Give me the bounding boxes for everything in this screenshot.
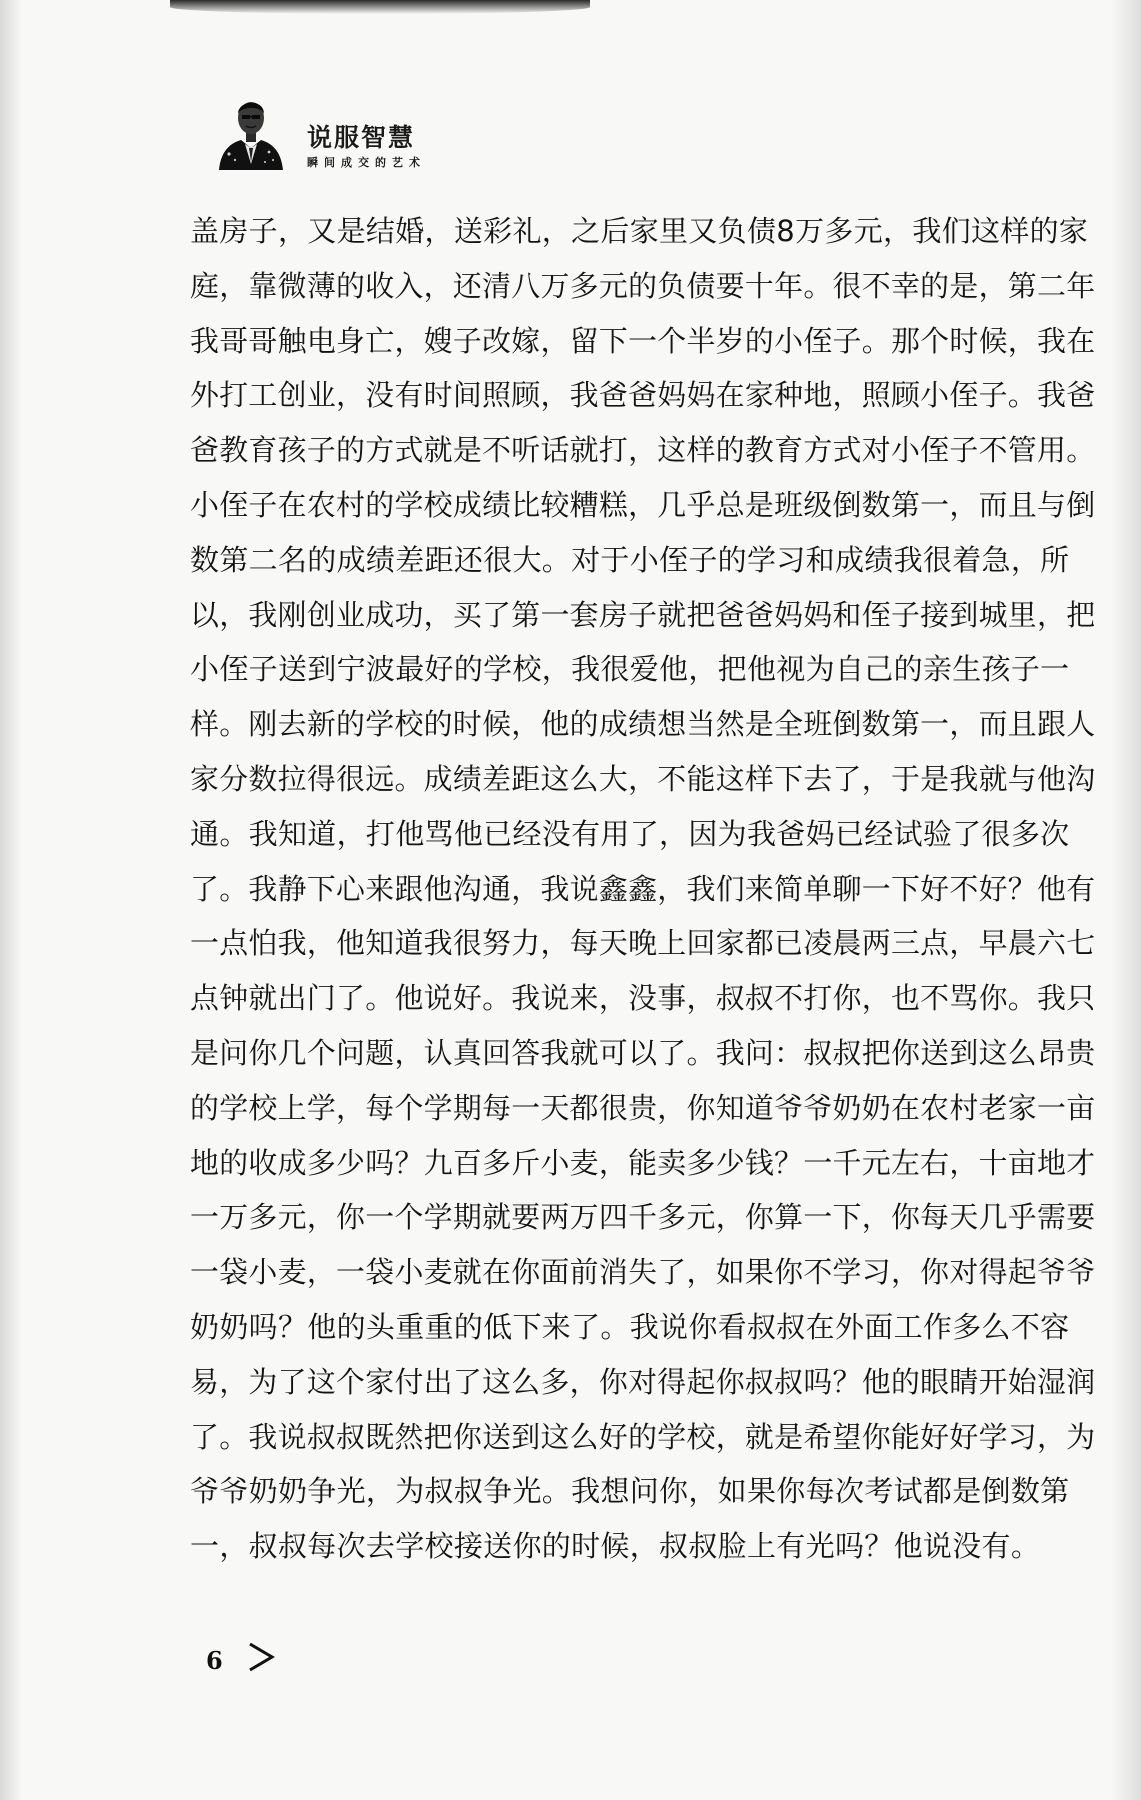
text-line: 家分数拉得很远。成绩差距这么大，不能这样下去了，于是我就与他沟 (190, 761, 1096, 796)
text-line: 通。我知道，打他骂他已经没有用了，因为我爸妈已经试验了很多次 (190, 816, 1070, 851)
running-header (215, 88, 615, 178)
text-line: 小侄子在农村的学校成绩比较糟糕，几乎总是班级倒数第一，而且与倒 (190, 487, 1096, 522)
text-line: 一袋小麦，一袋小麦就在你面前消失了，如果你不学习，你对得起爷爷 (190, 1255, 1096, 1290)
text-line: 爷爷奶奶争光，为叔叔争光。我想问你，如果你每次考试都是倒数第 (190, 1474, 1070, 1509)
text-line: 盖房子，又是结婚，送彩礼，之后家里又负债8万多元，我们这样的家 (190, 214, 1089, 248)
text-line: 外打工创业，没有时间照顾，我爸爸妈妈在家种地，照顾小侄子。我爸 (190, 378, 1096, 413)
man-in-suit-portrait-icon (215, 88, 287, 170)
text-line: 地的收成多少吗？九百多斤小麦，能卖多少钱？一千元左右，十亩地才 (190, 1145, 1096, 1180)
page-footer (200, 1632, 320, 1682)
text-line: 样。刚去新的学校的时候，他的成绩想当然是全班倒数第一，而且跟人 (190, 707, 1096, 742)
text-line: 庭，靠微薄的收入，还清八万多元的负债要十年。很不幸的是，第二年 (190, 268, 1096, 303)
text-line: 一点怕我，他知道我很努力，每天晚上回家都已凌晨两三点，早晨六七 (190, 926, 1096, 961)
text-line: 一万多元，你一个学期就要两万四千多元，你算一下，你每天几乎需要 (190, 1200, 1096, 1235)
right-chevron-icon (244, 1636, 278, 1676)
page-number: 6 (206, 1646, 223, 1675)
text-line: 是问你几个问题，认真回答我就可以了。我问：叔叔把你送到这么昂贵 (190, 1035, 1096, 1070)
text-line: 数第二名的成绩差距还很大。对于小侄子的学习和成绩我很着急，所 (190, 542, 1070, 577)
book-title: 说服智慧 (307, 123, 416, 152)
text-line: 小侄子送到宁波最好的学校，我很爱他，把他视为自己的亲生孩子一 (190, 652, 1070, 687)
text-line: 易，为了这个家付出了这么多，你对得起你叔叔吗？他的眼睛开始湿润 (190, 1364, 1096, 1399)
page-edge-shade-right (1111, 0, 1141, 1800)
page-edge-shade-left (0, 0, 22, 1800)
text-line: 的学校上学，每个学期每一天都很贵，你知道爷爷奶奶在农村老家一亩 (190, 1090, 1096, 1125)
text-line: 以，我刚创业成功，买了第一套房子就把爸爸妈妈和侄子接到城里，把 (190, 597, 1096, 632)
text-line: 爸教育孩子的方式就是不听话就打，这样的教育方式对小侄子不管用。 (190, 433, 1096, 468)
text-line: 奶奶吗？他的头重重的低下来了。我说你看叔叔在外面工作多么不容 (190, 1309, 1070, 1344)
text-line: 了。我说叔叔既然把你送到这么好的学校，就是希望你能好好学习，为 (190, 1419, 1096, 1454)
scan-shadow (170, 0, 590, 14)
body-paragraph (190, 204, 1100, 1574)
text-line: 点钟就出门了。他说好。我说来，没事，叔叔不打你，也不骂你。我只 (190, 981, 1096, 1016)
text-line: 我哥哥触电身亡，嫂子改嫁，留下一个半岁的小侄子。那个时候，我在 (190, 323, 1096, 358)
book-subtitle: 瞬间成交的艺术 (307, 156, 426, 169)
text-line: 一，叔叔每次去学校接送你的时候，叔叔脸上有光吗？他说没有。 (190, 1529, 1041, 1564)
text-line: 了。我静下心来跟他沟通，我说鑫鑫，我们来简单聊一下好不好？他有 (190, 871, 1096, 906)
